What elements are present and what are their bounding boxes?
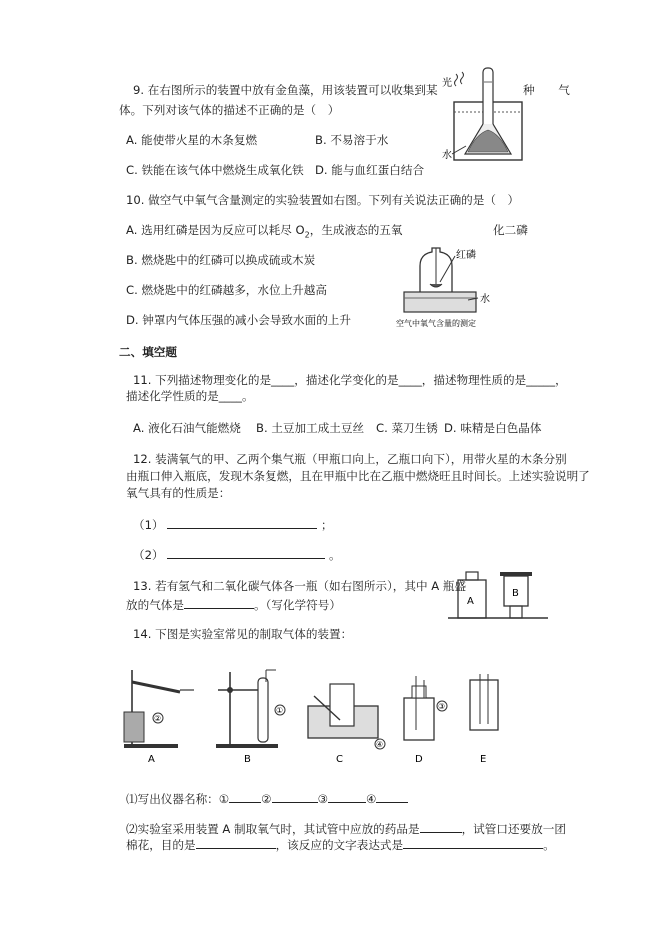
q11-option-d: D. 味精是白色晶体: [444, 421, 542, 435]
q14-sub2-line1-b: ，试管口还要放一团: [461, 822, 566, 836]
apparatus-label-a: A: [148, 754, 155, 765]
apparatus-e-bottle: [470, 680, 498, 730]
apparatus-d: [404, 676, 447, 765]
q14-sub2-line2-b: ，该反应的文字表达式是: [275, 838, 404, 852]
q10-phosphorus-label: 红磷: [456, 250, 476, 261]
q14-blank-reagent[interactable]: [420, 820, 462, 833]
q12-blank-1-row: [133, 516, 333, 533]
q13-line1: 13. 若有氢气和二氧化碳气体各一瓶（如右图所示），其中 A 瓶盛: [133, 579, 467, 593]
q9-option-a: A. 能使带火星的木条复燃: [126, 133, 258, 147]
apparatus-b-test-tube: [258, 678, 268, 742]
q14-figure-apparatus: [118, 660, 518, 768]
q10-stem: 10. 做空气中氧气含量测定的实验装置如右图。下列有关说法正确的是（ ）: [126, 193, 520, 207]
q14-blank-purpose[interactable]: [196, 836, 276, 849]
q9-light-label: 光: [442, 78, 452, 89]
apparatus-a: [124, 670, 194, 765]
q14-sub1-marker-1: ①: [218, 792, 230, 806]
q12-blank-1-suffix: ；: [320, 518, 333, 532]
q10-option-c: C. 燃烧匙中的红磷越多，水位上升越高: [126, 283, 327, 297]
q10-option-a: [126, 222, 403, 243]
q9-option-c: C. 铁能在该气体中燃烧生成氧化铁: [126, 163, 304, 177]
q14-sub1-row: [126, 790, 408, 807]
q14-sub1-marker-3: ③: [317, 792, 328, 806]
q9-line1: [133, 82, 438, 98]
q13-answer-blank[interactable]: [184, 596, 254, 609]
apparatus-label-b: B: [244, 754, 251, 765]
q14-stem: 14. 下图是实验室常见的制取气体的装置：: [133, 627, 353, 641]
q12-answer-blank-1[interactable]: [167, 516, 317, 529]
q14-sub1-marker-4: ④: [365, 792, 377, 806]
apparatus-c: [308, 684, 385, 765]
q10-water-label: 水: [480, 294, 490, 305]
apparatus-label-e: E: [480, 754, 487, 765]
q14-blank-instrument-1[interactable]: [229, 790, 261, 803]
apparatus-c-jar: [330, 684, 354, 726]
test-tube-shape: [483, 68, 493, 132]
marker-3: ③: [438, 702, 446, 711]
q9-line1-text: 9. 在右图所示的装置中放有金鱼藻，用该装置可以收集到某: [133, 83, 438, 97]
section-title-fill-in: 二、填空题: [119, 345, 177, 359]
q10-option-d: D. 钟罩内气体压强的减小会导致水面的上升: [126, 313, 351, 327]
q14-sub2-line2-c: 。: [543, 838, 555, 852]
q13-line2: [126, 596, 341, 613]
alcohol-lamp-shape: [124, 712, 144, 742]
q13-figure-gas-jars: [448, 568, 548, 620]
q14-sub2-line2-a: 棉花，目的是: [126, 838, 196, 852]
apparatus-label-d: D: [415, 754, 423, 765]
q9-option-b: B. 不易溶于水: [315, 133, 389, 147]
q14-sub2-line1-a: ⑵实验室采用装置 A 制取氧气时，其试管中应放的药品是: [126, 822, 420, 836]
q11-line2: 描述化学性质的是____。: [126, 389, 254, 403]
q10-option-a-end: ，生成液态的五氧: [309, 223, 403, 237]
q13-jar-a-label: A: [467, 596, 474, 607]
q11-line1: 11. 下列描述物理变化的是____，描述化学变化的是____，描述物理性质的是_____，: [133, 373, 567, 387]
marker-4: ④: [376, 740, 384, 749]
q10-option-b: B. 燃烧匙中的红磷可以换成硫或木炭: [126, 253, 316, 267]
q13-jar-b-label: B: [512, 588, 519, 599]
q11-option-a: A. 液化石油气能燃烧: [133, 421, 241, 435]
q11-option-c: C. 菜刀生锈: [376, 421, 438, 435]
apparatus-a-test-tube: [132, 682, 180, 692]
q14-blank-instrument-4[interactable]: [376, 790, 408, 803]
q10-figure-bell-jar: [392, 242, 502, 330]
q12-line1: 12. 装满氧气的甲、乙两个集气瓶（甲瓶口向上，乙瓶口向下），用带火星的木条分别: [133, 452, 567, 466]
q10-option-a-text: A. 选用红磷是因为反应可以耗尽 O: [126, 223, 305, 237]
q9-water-label: 水: [442, 150, 452, 161]
q14-blank-instrument-2[interactable]: [272, 790, 318, 803]
waterweed-shape: [468, 130, 508, 152]
q12-blank-2-prefix: （2）: [133, 548, 164, 562]
q14-sub2-line1: [126, 820, 566, 837]
q13-line2-prefix: 放的气体是: [126, 598, 184, 612]
q14-sub1-marker-2: ②: [261, 792, 272, 806]
marker-2: ②: [154, 714, 162, 723]
apparatus-label-c: C: [336, 754, 343, 765]
q9-option-d: D. 能与血红蛋白结合: [315, 163, 425, 177]
q9-gap-text: 种 气: [523, 83, 576, 97]
q10-option-a-tail: 化二磷: [493, 223, 528, 237]
apparatus-b: [216, 670, 285, 765]
q12-line2: 由瓶口伸入瓶底，发现木条复燃，且在甲瓶中比在乙瓶中燃烧旺且时间长。上述实验说明了: [126, 469, 590, 483]
water-trough-shape: [404, 292, 476, 312]
q9-figure-gas-collection: [440, 62, 530, 164]
q12-blank-2-row: [133, 546, 341, 563]
q12-answer-blank-2[interactable]: [167, 546, 325, 559]
q14-sub2-line2: [126, 836, 555, 853]
combustion-spoon-shape: [430, 284, 442, 287]
marker-1: ①: [276, 706, 284, 715]
q12-blank-1-prefix: （1）: [133, 518, 164, 532]
q12-blank-2-suffix: 。: [328, 548, 341, 562]
q11-option-b: B. 土豆加工成土豆丝: [256, 421, 365, 435]
q10-caption: 空气中氧气含量的测定: [396, 319, 476, 328]
q14-sub1-prefix: ⑴写出仪器名称：: [126, 792, 219, 806]
apparatus-e: [470, 674, 498, 765]
q14-blank-instrument-3[interactable]: [328, 790, 366, 803]
q10-o2-subscript: 2: [304, 230, 310, 240]
q14-blank-word-equation[interactable]: [403, 836, 543, 849]
q12-line3: 氧气具有的性质是：: [126, 486, 231, 500]
q13-line2-suffix: 。（写化学符号）: [253, 598, 341, 612]
q9-line2: 体。下列对该气体的描述不正确的是（ ）: [119, 103, 340, 117]
apparatus-d-bottle: [404, 698, 434, 740]
